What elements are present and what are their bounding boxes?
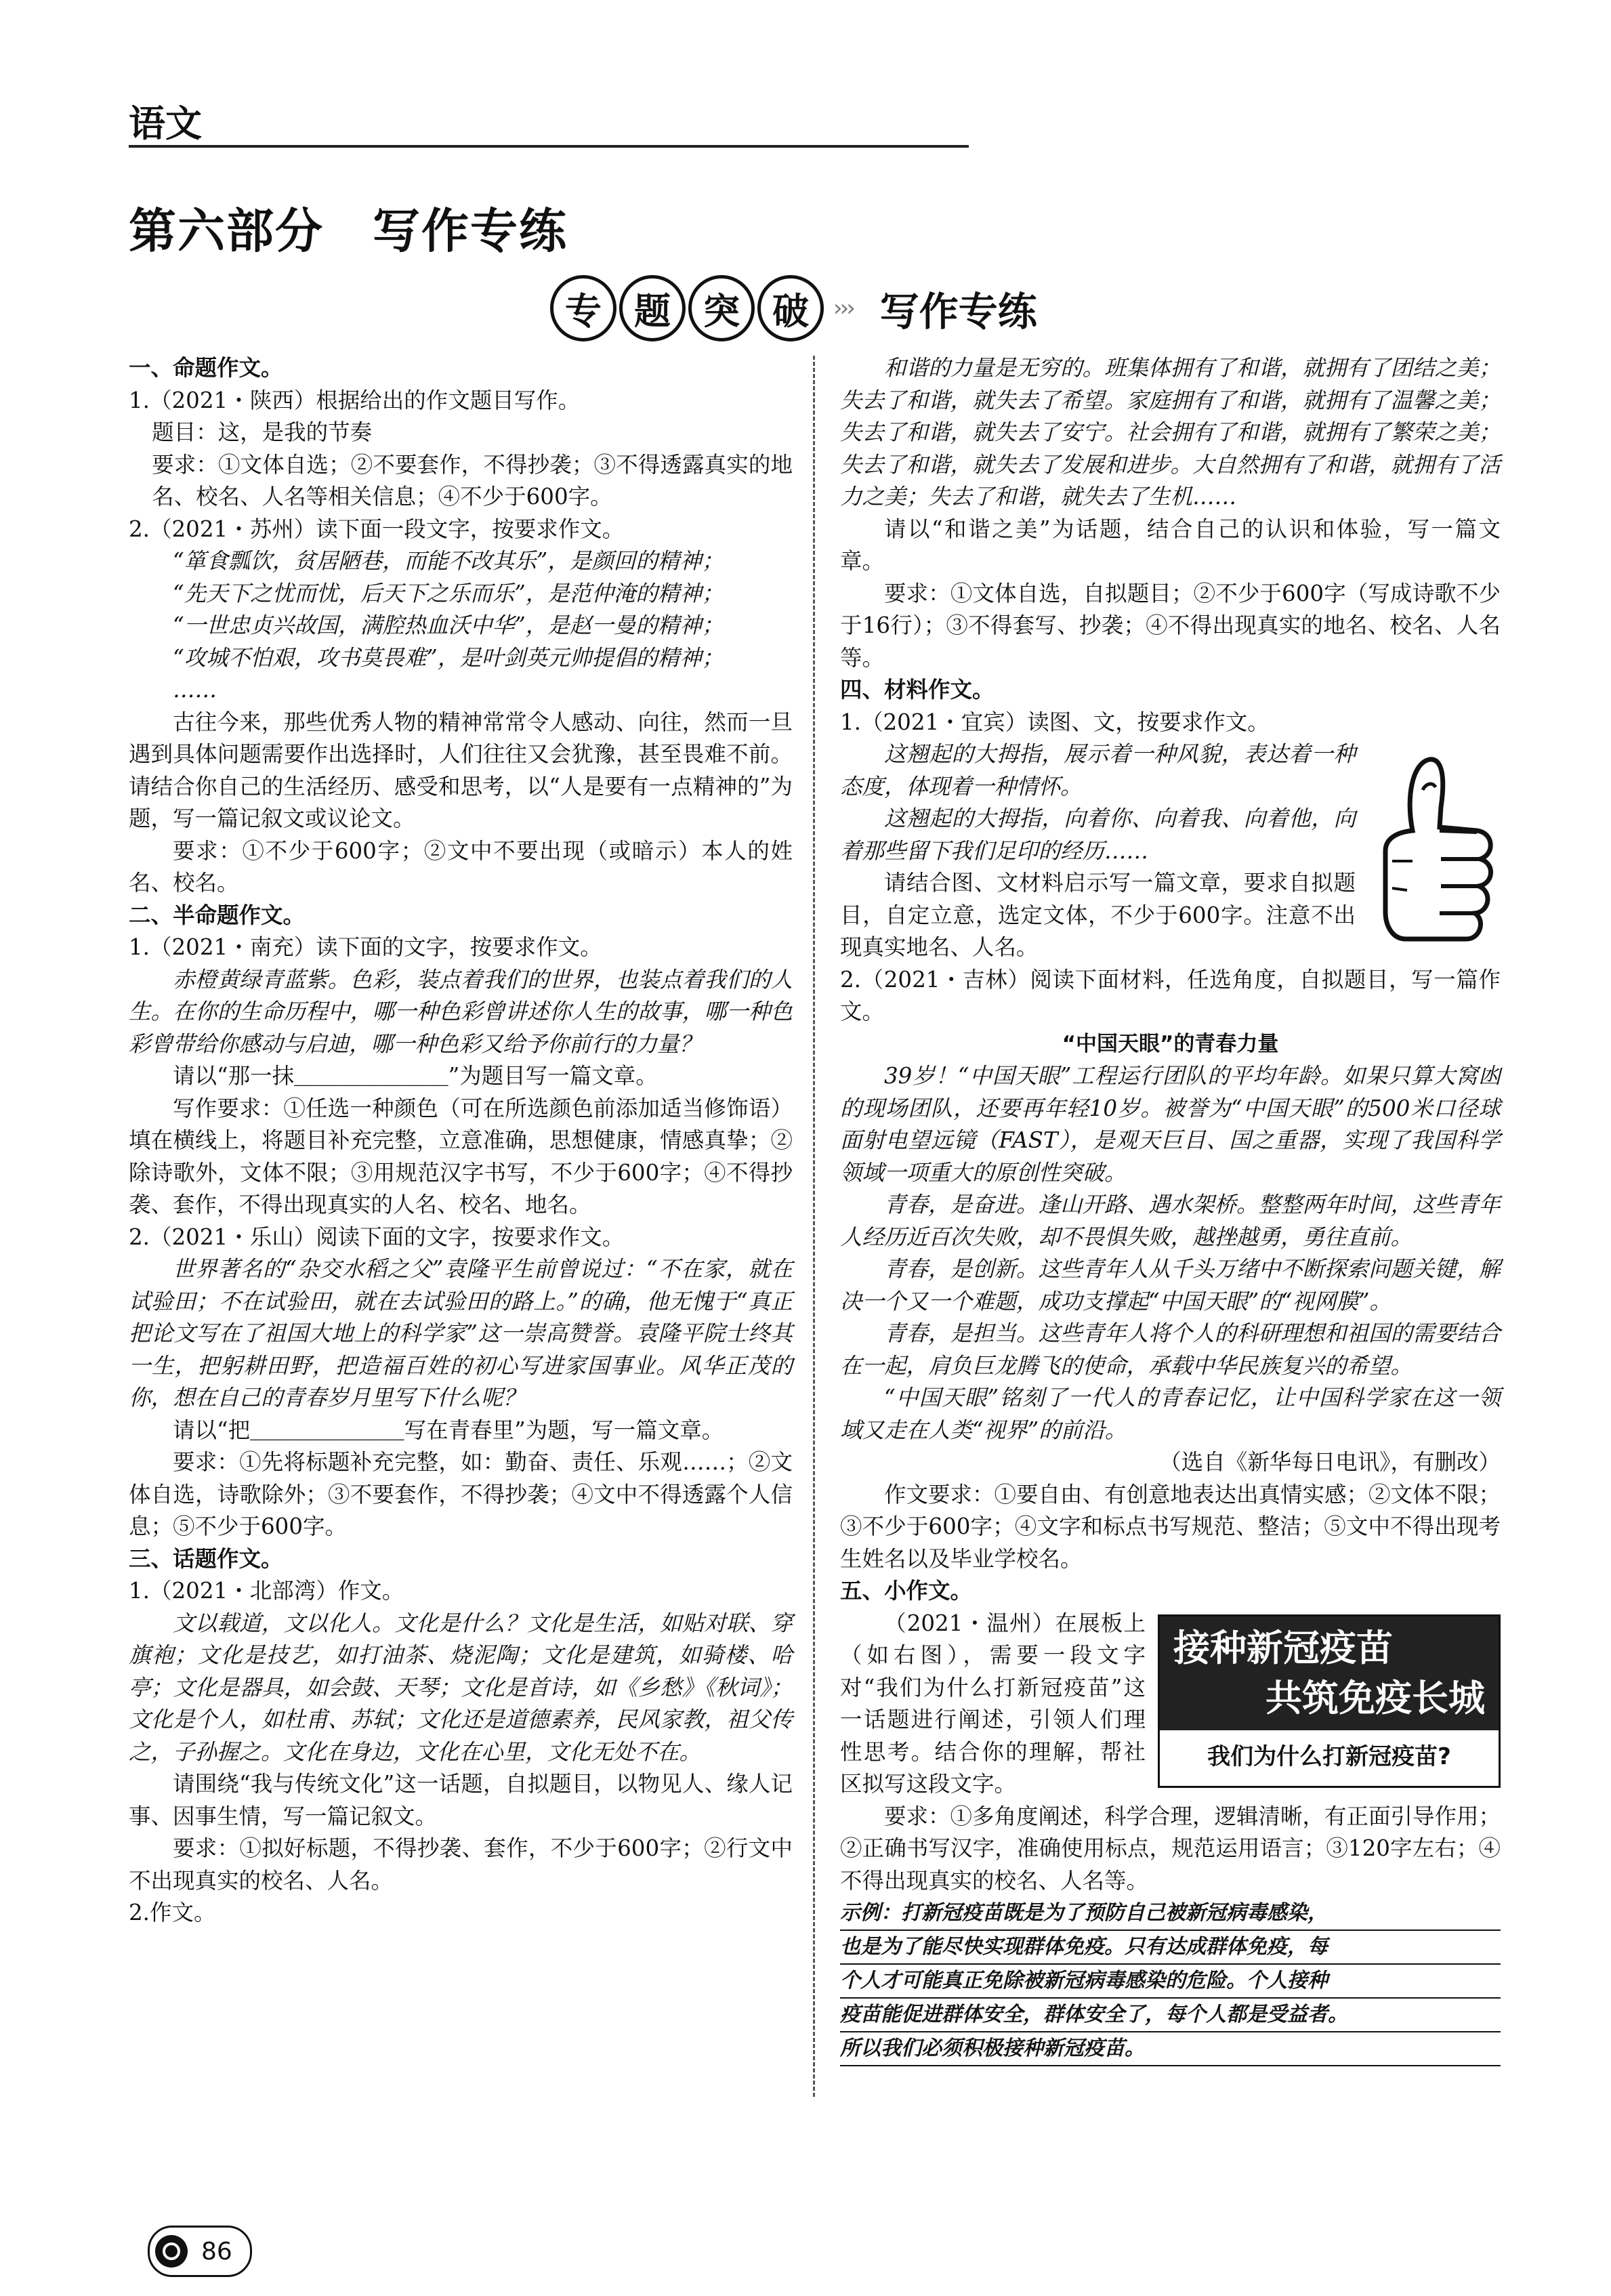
left-para-5: “箪食瓢饮，贫居陋巷，而能不改其乐”，是颜回的精神； — [173, 548, 724, 574]
left-para-23: 文以载道，文以化人。文化是什么？文化是生活，如贴对联、穿旗袍；文化是技艺，如打油茶、烧泥陶；文化是建筑，如骑楼、哈亭；文化是器具，如会鼓、天琴；文化是首诗，如《乡愁》《秋词》；文化是个人，如杜甫、苏轼；文化还是道德素养，民风家教，祖父传之，子孙握之。文化在身边，文化在心里，文化无处不在。 — [129, 1610, 793, 1765]
left-para-8: “攻城不怕艰，攻书莫畏难”，是叶剑英元帅提倡的精神； — [173, 644, 724, 671]
right-a-para-3: 四、材料作文。 — [840, 677, 995, 703]
banner-title: 写作专练 — [879, 289, 1037, 335]
right-column — [840, 352, 1501, 2066]
left-para-4: 2.（2021・苏州）读下面一段文字，按要求作文。 — [129, 516, 625, 542]
banner-char-2: 题 — [619, 275, 686, 341]
header-rule — [129, 145, 969, 148]
column-divider — [813, 356, 815, 2097]
right-b-para-0: 这翘起的大拇指，展示着一种风貌，表达着一种态度，体现着一种情怀。 — [840, 741, 1356, 799]
left-para-16: 写作要求：①任选一种颜色（可在所选颜色前添加适当修饰语）填在横线上，将题目补充完整，立意准确，思想健康，情感真挚；②除诗歌外，文体不限；③用规范汉字书写，不少于600字；④不得抄袭、套作，不得出现真实的人名、校名、地名。 — [129, 1095, 793, 1217]
example-line-4: 疫苗能促进群体安全，群体安全了，每个人都是受益者。 — [840, 1999, 1501, 2032]
page-number: 86 — [201, 2237, 232, 2266]
left-para-22: 1.（2021・北部湾）作文。 — [129, 1578, 404, 1604]
right-b-para-12: 五、小作文。 — [840, 1578, 973, 1604]
magnifier-icon — [155, 2235, 188, 2268]
left-para-19: 请以“把＿＿＿＿＿＿＿写在青春里”为题，写一篇文章。 — [173, 1417, 724, 1443]
left-para-6: “先天下之忧而忧，后天下之乐而乐”，是范仲淹的精神； — [173, 580, 724, 606]
example-line-5: 所以我们必须积极接种新冠疫苗。 — [840, 2032, 1501, 2066]
page-number-badge — [148, 2226, 252, 2277]
right-b-para-10: （选自《新华每日电讯》，有删改） — [1159, 1449, 1501, 1475]
left-para-14: 赤橙黄绿青蓝紫。色彩，装点着我们的世界，也装点着我们的人生。在你的生命历程中，哪一种色彩曾讲述你人生的故事，哪一种色彩曾带给你感动与启迪，哪一种色彩又给予你前行的力量？ — [129, 966, 793, 1057]
left-para-10: 古往今来，那些优秀人物的精神常常令人感动、向往，然而一旦遇到具体问题需要作出选择时，人们往往又会犹豫，甚至畏难不前。请结合你自己的生活经历、感受和思考，以“人是要有一点精神的”为题，写一篇记叙文或议论文。 — [129, 709, 793, 831]
right-section-a — [840, 352, 1501, 738]
left-para-12: 二、半命题作文。 — [129, 902, 306, 928]
example-line-1: 示例：打新冠疫苗既是为了预防自己被新冠病毒感染， — [840, 1897, 1501, 1931]
right-c-para-1: 要求：①多角度阐述，科学合理，逻辑清晰，有正面引导作用；②正确书写汉字，准确使用标点，规范运用语言；③120字左右；④不得出现真实的校名、人名等。 — [840, 1803, 1501, 1894]
right-a-para-4: 1.（2021・宜宾）读图、文，按要求作文。 — [840, 709, 1270, 735]
left-para-7: “一世忠贞兴故国，满腔热血沃中华”，是赵一曼的精神； — [173, 612, 724, 638]
left-para-26: 2.作文。 — [129, 1900, 216, 1925]
poster-line-2: 共筑免疫长城 — [1265, 1676, 1485, 1719]
left-column — [129, 352, 793, 1929]
banner-arrows: ››› — [833, 295, 853, 322]
left-para-9: …… — [173, 677, 217, 703]
left-para-3: 要求：①文体自选；②不要套作，不得抄袭；③不得透露真实的地名、校名、人名等相关信息；④不少于600字。 — [152, 451, 793, 509]
left-para-13: 1.（2021・南充）读下面的文字，按要求作文。 — [129, 934, 602, 960]
right-b-para-5: 39岁！“中国天眼”工程运行团队的平均年龄。如果只算大窝凼的现场团队，还要再年轻10岁。被誉为“中国天眼”的500米口径球面射电望远镜（FAST），是观天巨目、国之重器，实现了我国科学领域一项重大的原创性突破。 — [840, 1063, 1501, 1186]
left-para-2: 题目：这，是我的节奏 — [152, 419, 373, 445]
poster-line-1: 接种新冠疫苗 — [1173, 1626, 1393, 1669]
left-para-21: 三、话题作文。 — [129, 1545, 283, 1572]
vaccine-poster — [1158, 1614, 1501, 1788]
poster-question: 我们为什么打新冠疫苗? — [1207, 1742, 1451, 1770]
banner-char-3: 突 — [688, 275, 755, 341]
left-para-24: 请围绕“我与传统文化”这一话题，自拟题目，以物见人、缘人记事、因事生情，写一篇记叙文。 — [129, 1771, 793, 1829]
right-b-para-7: 青春，是创新。这些青年人从千头万绪中不断探索问题关键，解决一个又一个难题，成功支撑起“中国天眼”的“视网膜”。 — [840, 1256, 1501, 1314]
right-b-para-4: “中国天眼”的青春力量 — [1062, 1031, 1279, 1056]
right-a-para-2: 要求：①文体自选，自拟题目；②不少于600字（写成诗歌不少于16行）；③不得套写、抄袭；④不得出现真实的地名、校名、人名等。 — [840, 580, 1501, 671]
right-b-para-9: “中国天眼”铭刻了一代人的青春记忆，让中国科学家在这一领域又走在人类“视界”的前沿。 — [840, 1385, 1501, 1443]
subject-label: 语文 — [129, 102, 202, 145]
banner-char-1: 专 — [550, 275, 616, 341]
right-c-para-0: （2021・温州）在展板上（如右图），需要一段文字对“我们为什么打新冠疫苗”这一话题进行阐述，引领人们理性思考。结合你的理解，帮社区拟写这段文字。 — [840, 1610, 1146, 1797]
left-para-20: 要求：①先将标题补充完整，如：勤奋、责任、乐观……；②文体自选，诗歌除外；③不要套作，不得抄袭；④文中不得透露个人信息；⑤不少于600字。 — [129, 1449, 793, 1539]
left-para-25: 要求：①拟好标题，不得抄袭、套作，不少于600字；②行文中不出现真实的校名、人名。 — [129, 1835, 793, 1894]
left-para-15: 请以“那一抹＿＿＿＿＿＿＿”为题目写一篇文章。 — [173, 1063, 658, 1089]
right-b-para-6: 青春，是奋进。逢山开路、遇水架桥。整整两年时间，这些青年人经历近百次失败，却不畏惧失败，越挫越勇，勇往直前。 — [840, 1192, 1501, 1250]
right-b-para-2: 请结合图、文材料启示写一篇文章，要求自拟题目，自定立意，选定文体，不少于600字。注意不出现真实地名、人名。 — [840, 870, 1356, 960]
right-a-para-1: 请以“和谐之美”为话题，结合自己的认识和体验，写一篇文章。 — [840, 516, 1501, 574]
right-b-para-8: 青春，是担当。这些青年人将个人的科研理想和祖国的需要结合在一起，肩负巨龙腾飞的使命，承载中华民族复兴的希望。 — [840, 1320, 1501, 1379]
left-para-17: 2.（2021・乐山）阅读下面的文字，按要求作文。 — [129, 1224, 625, 1250]
left-para-0: 一、命题作文。 — [129, 355, 283, 381]
banner-char-4: 破 — [757, 275, 824, 341]
example-line-3: 个人才可能真正免除被新冠病毒感染的危险。个人接种 — [840, 1965, 1501, 1999]
right-b-para-3: 2.（2021・吉林）阅读下面材料，任选角度，自拟题目，写一篇作文。 — [840, 966, 1501, 1024]
example-line-2: 也是为了能尽快实现群体免疫。只有达成群体免疫，每 — [840, 1931, 1501, 1965]
left-para-18: 世界著名的“杂交水稻之父”袁隆平生前曾说过：“不在家，就在试验田；不在试验田，就在去试验田的路上。”的确，他无愧于“真正把论文写在了祖国大地上的科学家”这一崇高赞誉。袁隆平院士终其一生，把躬耕田野，把造福百姓的初心写进家国事业。风华正茂的你，想在自己的青春岁月里写下什么呢？ — [129, 1256, 793, 1411]
section-banner — [550, 271, 1037, 346]
left-para-11: 要求：①不少于600字；②文中不要出现（或暗示）本人的姓名、校名。 — [129, 837, 793, 896]
part-title: 第六部分 写作专练 — [129, 203, 568, 259]
left-para-1: 1.（2021・陕西）根据给出的作文题目写作。 — [129, 387, 581, 413]
right-b-para-1: 这翘起的大拇指，向着你、向着我、向着他，向着那些留下我们足印的经历…… — [840, 806, 1356, 864]
thumbs-up-icon — [1365, 743, 1501, 959]
example-answer — [840, 1897, 1501, 2066]
poster-headline — [1160, 1616, 1499, 1730]
right-a-para-0: 和谐的力量是无穷的。班集体拥有了和谐，就拥有了团结之美；失去了和谐，就失去了希望。家庭拥有了和谐，就拥有了温馨之美；失去了和谐，就失去了安宁。社会拥有了和谐，就拥有了繁荣之美；失去了和谐，就失去了发展和进步。大自然拥有了和谐，就拥有了活力之美；失去了和谐，就失去了生机…… — [840, 355, 1501, 509]
right-b-para-11: 作文要求：①要自由、有创意地表达出真情实感；②文体不限；③不少于600字；④文字和标点书写规范、整洁；⑤文中不得出现考生姓名以及毕业学校名。 — [840, 1481, 1501, 1572]
